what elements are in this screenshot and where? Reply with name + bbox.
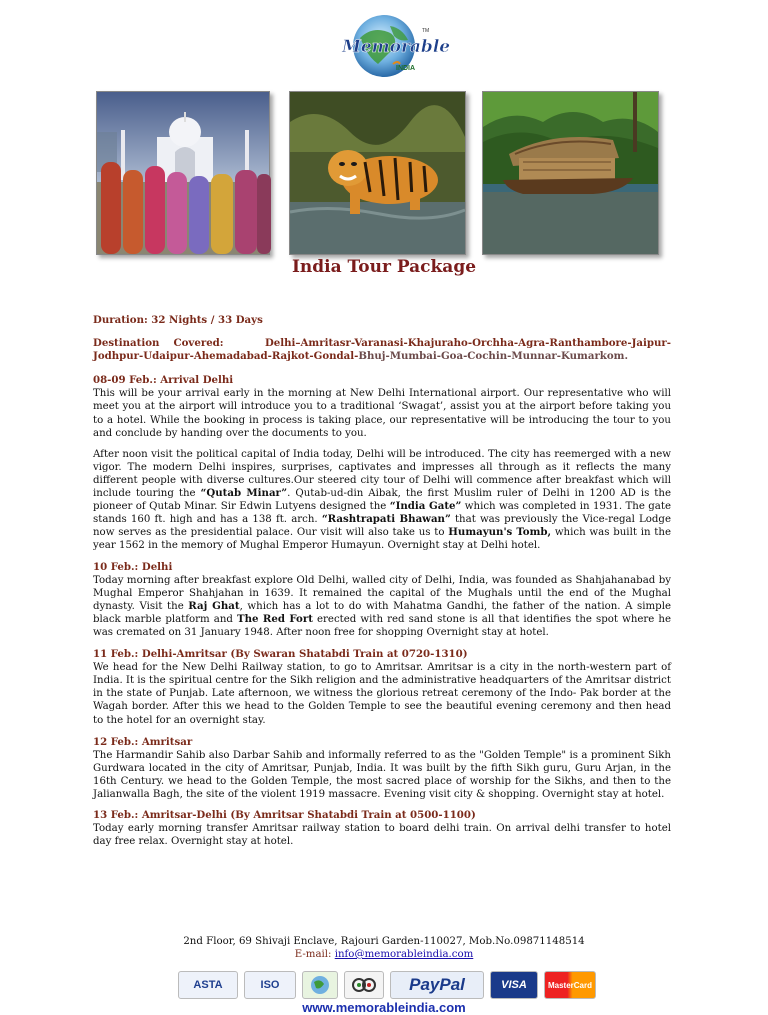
- section-text: [93, 574, 671, 639]
- qutab-minar: “Qutab Minar”: [200, 487, 288, 500]
- badge-text: ASTA: [193, 979, 223, 991]
- houseboat-photo: [482, 91, 659, 255]
- text-run: Today morning after breakfast explore Old Delhi, walled city of Delhi, India, was founded as Shahjahanabad by Mughal Emperor Shahjahan in 1639. It remained the capital of the Mughals until the end of the Mughal dynasty. Visit the: [93, 574, 671, 612]
- duration: Duration: 32 Nights / 33 Days: [93, 314, 263, 326]
- section-heading: 11 Feb.: Delhi-Amritsar (By Swaran Shatabdi Train at 0720-1310): [93, 648, 468, 661]
- mastercard-badge: [544, 971, 596, 999]
- text-run: which was completed in 1931. The gate stands 160 ft. high and has a 138 ft. arch.: [93, 501, 671, 526]
- rashtrapati-bhawan: “Rashtrapati Bhawan”: [321, 513, 451, 526]
- text-run: which was built in the year 1562 in the memory of Mughal Emperor Humayun. Overnight stay at Delhi hotel.: [93, 527, 671, 552]
- section-text: Today early morning transfer Amritsar railway station to board delhi train. On arrival delhi transfer to hotel day free relax. Overnight stay at hotel.: [93, 823, 671, 848]
- badge-text: VISA: [501, 979, 527, 991]
- india-gate: “India Gate”: [389, 500, 462, 513]
- raj-ghat: Raj Ghat: [188, 599, 240, 612]
- destination-label: Destination Covered:: [93, 337, 224, 350]
- paypal-badge: [390, 971, 484, 999]
- text-run: erected with red sand stone is all that identifies the spot where he was cremated on 31 January 1948. After noon free for shopping Overnight stay at hotel.: [93, 613, 671, 638]
- section-text: [93, 448, 671, 553]
- text-run: After noon visit the political capital of India today, Delhi will be introduced. The city has reemerged with a new vigor. The modern Delhi inspires, surprises, captivates and impresses all through as it reflects the many different people with diverse cultures.Our steered city tour of Delhi will commence after breakfast which will include touring the: [93, 448, 671, 500]
- svg-text:TM: TM: [422, 28, 430, 34]
- destination-covered: [93, 337, 671, 363]
- itinerary-content: [93, 314, 671, 856]
- destination-rest: Bhuj-Mumbai-Goa-Cochin-Munnar-Kumarkom.: [358, 350, 628, 363]
- tripadvisor-icon: [344, 971, 384, 999]
- section-heading: 10 Feb.: Delhi: [93, 560, 173, 573]
- footer-address: 2nd Floor, 69 Shivaji Enclave, Rajouri Garden-110027, Mob.No.09871148514: [183, 936, 585, 947]
- badge-text: ISO: [260, 979, 280, 991]
- section-text: This will be your arrival early in the morning at New Delhi International airport. Our representative who will meet you at the airport will introduce you to a traditional ‘Swagat’, assist you at the airport before taking you to a hotel. While the booking in process is taking place, our representative will be introducing the tour to you and conclude by handing over the documents to you.: [93, 388, 671, 439]
- tiger-photo: [289, 91, 466, 255]
- section-heading: 12 Feb.: Amritsar: [93, 735, 193, 748]
- footer: [0, 935, 768, 961]
- email-label: E-mail:: [294, 949, 335, 960]
- visa-badge: [490, 971, 538, 999]
- badge-text: MasterCard: [547, 980, 592, 990]
- section-text: We head for the New Delhi Railway station, to go to Amritsar. Amritsar is a city in the north-western part of India. It is the spiritual centre for the Sikh religion and the administrative headquarters of the Amritsar district in the state of Punjab. Late afternoon, we witness the glorious retreat ceremony of the Indo- Pak border at the Wagah border. After this we head to the Golden Temple to see the beautiful evening ceremony and then head to the hotel for an overnight stay.: [93, 662, 671, 726]
- footer-email-line: [0, 948, 768, 961]
- section-heading: 08-09 Feb.: Arrival Delhi: [93, 374, 234, 387]
- svg-text:INDIA: INDIA: [396, 65, 416, 72]
- iso-badge: [244, 971, 296, 999]
- certification-badges: [178, 971, 596, 999]
- svg-text:Memorable: Memorable: [342, 37, 451, 57]
- section-text: The Harmandir Sahib also Darbar Sahib and informally referred to as the "Golden Temple" is a prominent Sikh Gurdwara located in the city of Amritsar, Punjab, India. It was built by the fifth Sikh guru, Guru Arjan, in the 16th Century. we head to the Golden Temple, the most sacred place of worship for the Sikhs, and then to the Jalianwalla Bagh, the site of the violent 1919 massacre. Evening visit city & shopping. Overnight stay at hotel.: [93, 749, 671, 800]
- red-fort: The Red Fort: [237, 612, 313, 625]
- website-link[interactable]: www.memorableindia.com: [302, 1000, 466, 1015]
- globe-badge-icon: [302, 971, 338, 999]
- humayuns-tomb: Humayun's Tomb,: [448, 526, 552, 539]
- section-heading: 13 Feb.: Amritsar-Delhi (By Amritsar Shatabdi Train at 0500-1100): [93, 809, 476, 822]
- badge-text: PayPal: [409, 975, 465, 994]
- destination-main: Delhi–Amritasr-Varanasi-Khajuraho-Orchha-Agra-Ranthambore-Jaipur-Jodhpur-Udaipur-Ahemadabad-Rajkot-Gondal-: [93, 337, 671, 363]
- page-title: India Tour Package: [291, 257, 477, 277]
- text-run: . Qutab-ud-din Aibak, the first Muslim ruler of Delhi in 1200 AD is the pioneer of Qutab Minar. Sir Edwin Lutyens designed the: [93, 488, 671, 513]
- email-link[interactable]: info@memorableindia.com: [334, 949, 474, 960]
- asta-badge: [178, 971, 238, 999]
- text-run: , which has a lot to do with Mahatma Gandhi, the father of the nation. A simple black marble platform and: [93, 600, 671, 625]
- taj-mahal-photo: [96, 91, 270, 255]
- memorable-india-logo: [338, 12, 451, 86]
- text-run: that was previously the Vice-regal Lodge now serves as the presidential palace. Our visit will also take us to: [93, 514, 671, 539]
